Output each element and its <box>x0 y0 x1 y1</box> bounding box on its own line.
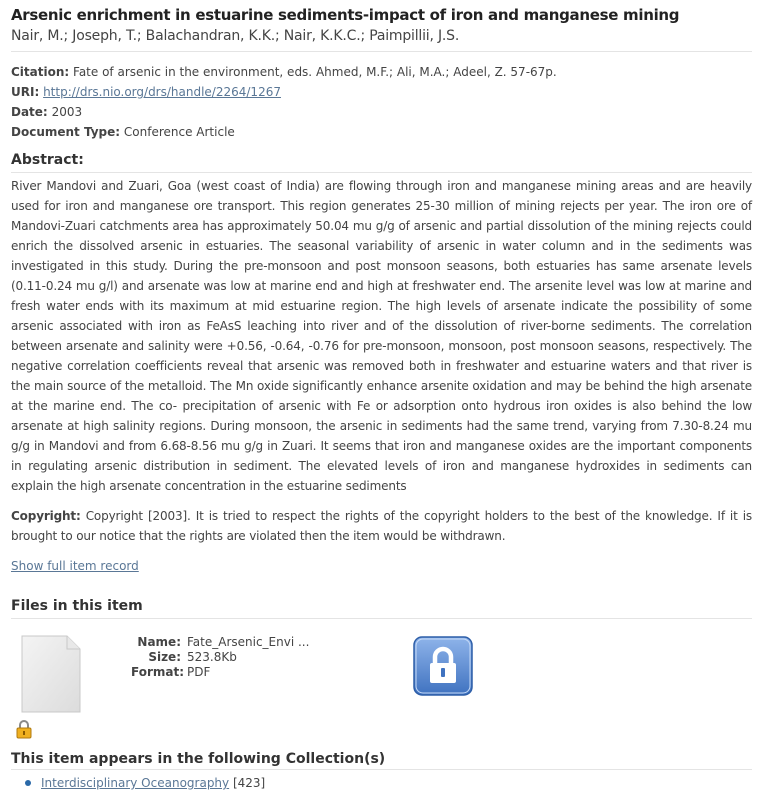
list-item <box>11 774 752 792</box>
file-size-label: Size: <box>148 650 181 664</box>
citation-row <box>11 62 752 82</box>
copyright-label: Copyright: <box>11 509 81 523</box>
file-name-row <box>131 635 309 650</box>
item-authors: Nair, M.; Joseph, T.; Balachandran, K.K.; Nair, K.K.C.; Paimpillii, J.S. <box>11 28 460 44</box>
date-label: Date: <box>11 105 48 119</box>
date-value: 2003 <box>51 105 83 119</box>
file-format-label: Format: <box>131 665 185 679</box>
uri-row <box>11 82 752 102</box>
show-full-record <box>11 556 752 576</box>
collection-link[interactable]: Interdisciplinary Oceanography <box>41 776 230 790</box>
show-full-item-record-link[interactable]: Show full item record <box>11 559 139 573</box>
document-thumbnail-icon[interactable] <box>21 635 81 713</box>
file-name-label: Name: <box>137 635 181 649</box>
abstract-text: River Mandovi and Zuari, Goa (west coast of India) are flowing through iron and manganese mining areas and are heavily used for iron and manganese ore transport. This region generates 25-30 million of mining rejects per year. The iron ore of Mandovi-Zuari catchments area has approximately 50.04 mu g/g of arsenic and partial dissolution of the mining rejects could enrich the dissolved arsenic in estuaries. The seasonal variability of arsenic in water column and in the sediments was investigated in this study. During the pre-monsoon and post monsoon seasons, both estuaries has same arsenate levels (0.11-0.24 mu g/l) and arsenate was low at marine end and high at freshwater end. The arsenite level was low at marine and fresh water ends with its maximum at mid estuarine region. The high levels of arsenate indicate the possibility of some arsenic associated with iron as FeAsS leaching into river and of the dissolution of river-borne sediments. The correlation between arsenate and salinity were +0.56, -0.64, -0.76 for pre-monsoon, monsoon, post monsoon seasons, respectively. The negative correlation coefficients reveal that arsenic was removed both in freshwater and estuarine waters and that river is the main source of the metalloid. The Mn oxide significantly enhance arsenite oxidation and may be behind the high arsenate at the marine end. The co- precipitation of arsenic with Fe or adsorption onto hydrous iron oxides is also behind the low arsenate at high salinity regions. During monsoon, the arsenic in sediments had the same trend, varying from 7.30-8.24 mu g/g in Mandovi and from 6.68-8.56 mu g/g in Zuari. It seems that iron and manganese oxides are the important components in regulating arsenic distribution in sediment. The elevated levels of iron and manganese hydroxides in sediments can explain the high arsenate concentration in the estuarine sediments <box>11 179 752 493</box>
file-entry <box>11 619 752 749</box>
restricted-lock-icon[interactable] <box>413 636 473 696</box>
item-view <box>11 0 752 792</box>
file-format-row <box>131 665 309 680</box>
uri-link[interactable]: http://drs.nio.org/drs/handle/2264/1267 <box>43 85 281 99</box>
citation-value: Fate of arsenic in the environment, eds. Ahmed, M.F.; Ali, M.A.; Adeel, Z. 57-67p. <box>73 65 557 79</box>
file-size-value: 523.8Kb <box>187 650 237 664</box>
files-heading: Files in this item <box>11 598 143 614</box>
divider <box>11 51 752 52</box>
file-format-value: PDF <box>187 665 211 679</box>
divider <box>11 172 752 173</box>
metadata-list <box>11 62 752 142</box>
abstract-heading: Abstract: <box>11 152 84 168</box>
doctype-row <box>11 122 752 142</box>
copyright-text: Copyright [2003]. It is tried to respect the rights of the copyright holders to the best of the knowledge. If it is brought to our notice that the rights are violated then the item would be withdrawn. <box>11 509 752 543</box>
doctype-label: Document Type: <box>11 125 121 139</box>
file-size-row <box>131 650 309 665</box>
uri-label: URI: <box>11 85 40 99</box>
padlock-icon <box>16 720 32 739</box>
collections-list <box>11 774 752 792</box>
file-metadata <box>131 635 309 680</box>
collections-heading: This item appears in the following Collection(s) <box>11 751 386 767</box>
collection-count: [423] <box>232 776 266 790</box>
citation-label: Citation: <box>11 65 70 79</box>
file-name-value[interactable]: Fate_Arsenic_Envi ... <box>187 635 310 649</box>
item-title: Arsenic enrichment in estuarine sediments-impact of iron and manganese mining <box>11 6 680 24</box>
copyright-block <box>11 506 752 546</box>
date-row <box>11 102 752 122</box>
doctype-value: Conference Article <box>123 125 235 139</box>
divider <box>11 769 752 770</box>
